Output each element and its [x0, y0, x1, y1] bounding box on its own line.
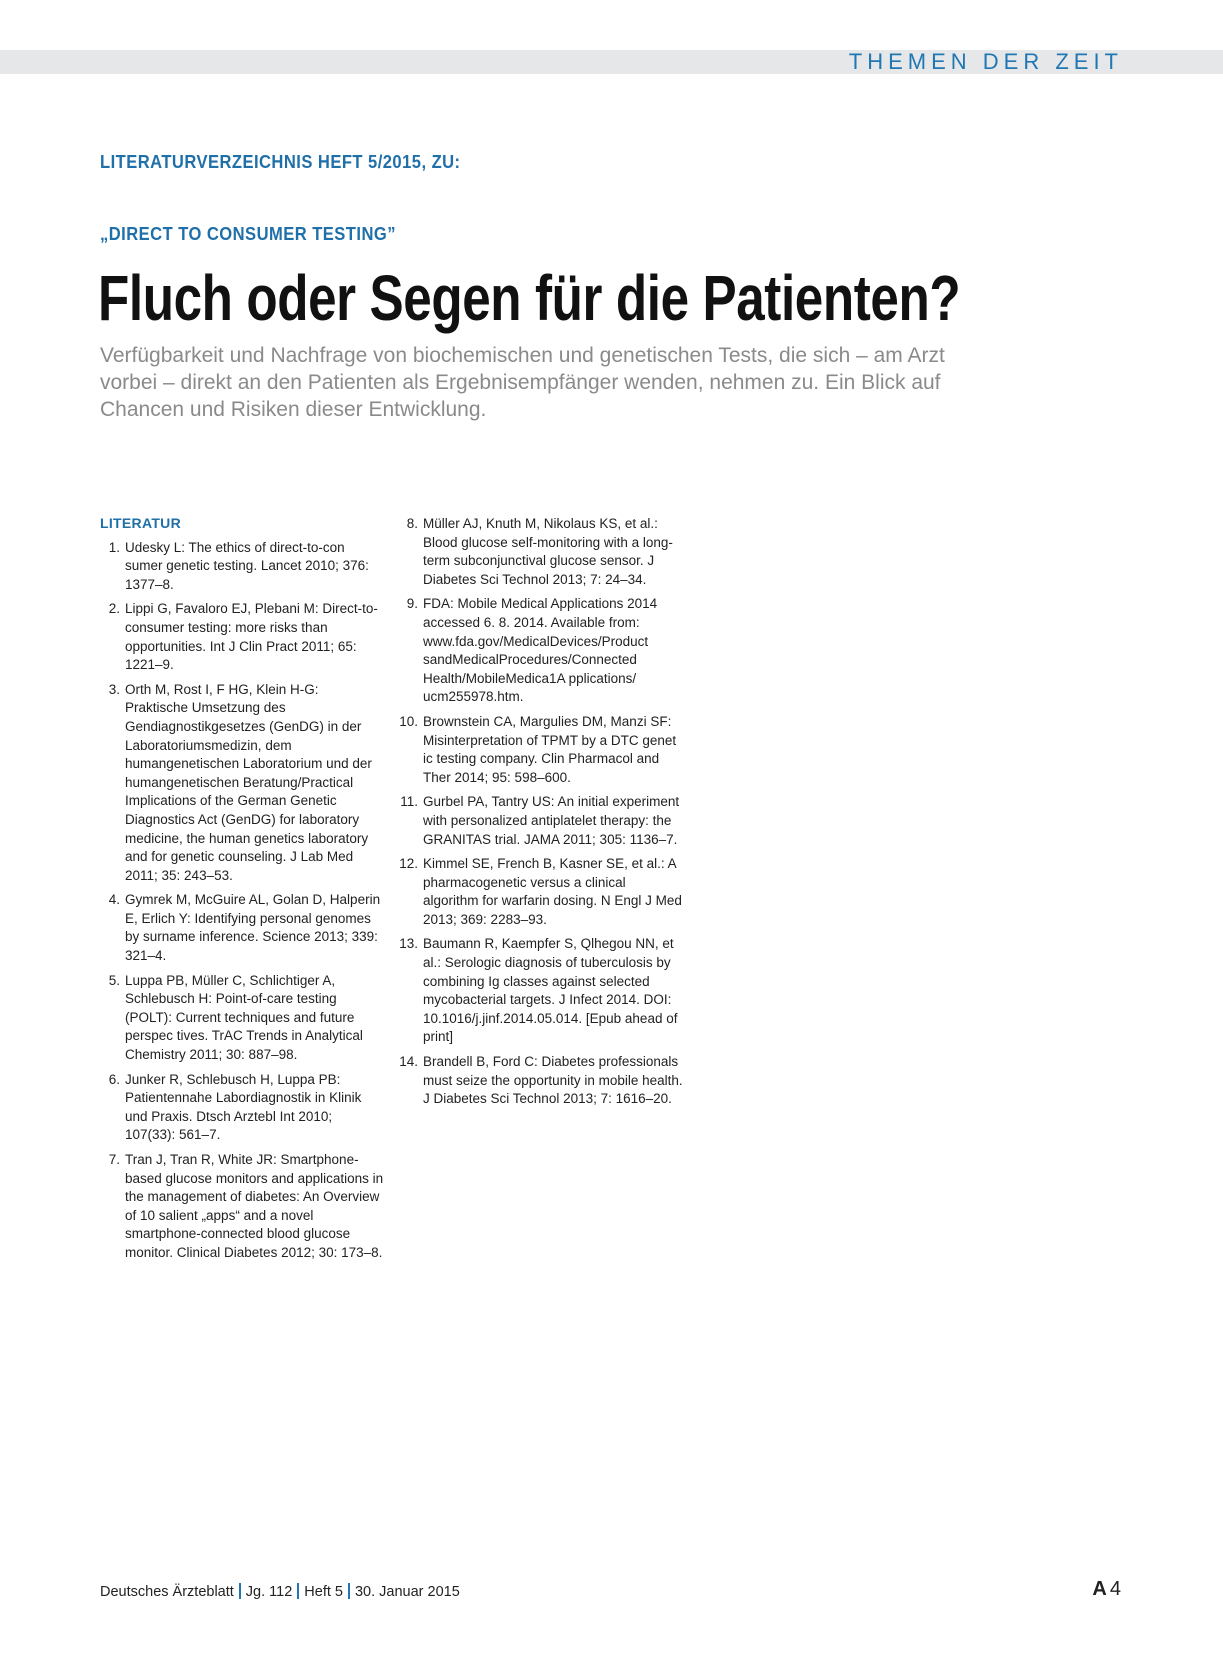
reference-text: Gymrek M, McGuire AL, Golan D, Halperin E, Erlich Y: Identifying personal genomes by surname inference. Science 2013; 339: 321–4.: [125, 892, 381, 964]
reference-text: Brownstein CA, Margulies DM, Manzi SF: Misinterpretation of TPMT by a DTC genet ic testing company. Clin Pharmacol and Ther 2014; 95: 598–600.: [423, 713, 677, 785]
reference-text: Kimmel SE, French B, Kasner SE, et al.: A pharmacogenetic versus a clinical algorithm for warfarin dosing. N Engl J Med 2013; 369: 2283–93.: [423, 856, 682, 927]
reference-item: [398, 1053, 683, 1109]
reference-item: [100, 972, 385, 1065]
reference-number: 12.: [399, 856, 418, 872]
reference-text: Lippi G, Favaloro EJ, Plebani M: Direct-to-consumer testing: more risks than opportunities. Int J Clin Pract 2011; 65: 1221–9.: [125, 601, 378, 673]
kicker: LITERATURVERZEICHNIS HEFT 5/2015, ZU:: [100, 152, 461, 172]
reference-text: Brandell B, Ford C: Diabetes professionals must seize the opportunity in mobile health. J Diabetes Sci Technol 2013; 7: 1616–20.: [423, 1054, 683, 1107]
reference-item: [100, 681, 385, 886]
reference-number: 4.: [108, 892, 120, 908]
reference-item: [398, 793, 683, 849]
reference-item: [100, 1151, 385, 1263]
issue-date: 30. Januar 2015: [354, 1584, 460, 1600]
separator: [297, 1583, 299, 1599]
reference-text: Luppa PB, Müller C, Schlichtiger A, Schlebusch H: Point-of-care testing (POLT): Current techniques and future perspec tives. TrAC Trends in Analytical Chemistry 2011; 30: 887–98.: [125, 972, 363, 1063]
page-number: [1092, 1578, 1121, 1601]
references-column-1: [100, 514, 385, 1269]
reference-text: Udesky L: The ethics of direct-to-con sumer genetic testing. Lancet 2010; 376: 1377–8.: [125, 539, 369, 592]
reference-item: [100, 539, 385, 595]
reference-number: 11.: [400, 794, 418, 810]
reference-item: [398, 855, 683, 929]
reference-number: 9.: [406, 596, 418, 612]
reference-text: Gurbel PA, Tantry US: An initial experiment with personalized antiplatelet therapy: the GRANITAS trial. JAMA 2011; 305: 1136–7.: [423, 794, 680, 847]
reference-item: [100, 891, 385, 965]
reference-item: [398, 713, 683, 787]
separator: [239, 1583, 241, 1599]
issue: Heft 5: [304, 1584, 343, 1600]
reference-number: 7.: [108, 1152, 120, 1167]
section-label: THEMEN DER ZEIT: [848, 49, 1123, 74]
reference-number: 13.: [399, 936, 418, 952]
page-prefix: A: [1092, 1578, 1107, 1600]
volume: Jg. 112: [245, 1584, 293, 1600]
reference-number: 1.: [108, 539, 120, 555]
article-lead: Verfügbarkeit und Nachfrage von biochemischen und genetischen Tests, die sich – am Arzt vorbei – direkt an den Patienten als Ergebnisempfänger wenden, nehmen zu. Ein Blick auf Chancen und Risiken dieser Entwicklung.: [100, 344, 945, 421]
references-column-2: [398, 515, 683, 1115]
reference-item: [100, 600, 385, 674]
reference-number: 3.: [108, 681, 120, 697]
reference-text: Tran J, Tran R, White JR: Smartphone-based glucose monitors and applications in the management of diabetes: An Overview of 10 salient „apps“ and a novel smartphone-connected blood glucose monitor. Clinical Diabetes 2012; 30: 173–8.: [125, 1152, 384, 1260]
page-number-value: 4: [1109, 1578, 1121, 1600]
reference-number: 10.: [399, 713, 418, 729]
separator: [348, 1583, 350, 1599]
reference-item: [398, 595, 683, 707]
reference-text: Orth M, Rost I, F HG, Klein H-G: Praktische Umsetzung des Gendiagnostikgesetzes (GenDG) in der Laboratoriumsmedizin, dem humangenetischen Laboratorium und der humangenetischen Beratung/Practical Implications of the German Genetic Diagnostics Act (GenDG) for laboratory medicine, the human genetics laboratory and for genetic counseling. J Lab Med 2011; 35: 243–53.: [125, 681, 372, 883]
reference-number: 14.: [399, 1054, 418, 1070]
reference-number: 6.: [108, 1071, 120, 1087]
reference-text: Junker R, Schlebusch H, Luppa PB: Patientennahe Labordiagnostik in Klinik und Praxis. Dtsch Arztebl Int 2010; 107(33): 561–7.: [125, 1071, 362, 1143]
reference-number: 8.: [406, 516, 418, 531]
reference-item: [398, 515, 683, 589]
reference-item: [100, 1071, 385, 1145]
reference-text: Baumann R, Kaempfer S, Qlhegou NN, et al.: Serologic diagnosis of tuberculosis by combining Ig classes against selected mycobacterial targets. J Infect 2014. DOI: 10.1016/j.jinf.2014.05.014. [Epub ahead of print]: [423, 936, 678, 1045]
publication-name: Deutsches Ärzteblatt: [100, 1584, 234, 1600]
reference-item: [398, 935, 683, 1047]
article-title: Fluch oder Segen für die Patienten?: [98, 262, 961, 334]
literature-heading: LITERATUR: [100, 515, 181, 531]
footer-citation: [100, 1583, 460, 1600]
reference-number: 5.: [108, 972, 120, 988]
reference-text: Müller AJ, Knuth M, Nikolaus KS, et al.: Blood glucose self-monitoring with a long-term subconjunctival glucose sensor. J Diabetes Sci Technol 2013; 7: 24–34.: [423, 516, 673, 587]
reference-number: 2.: [108, 601, 120, 617]
reference-text: FDA: Mobile Medical Applications 2014 accessed 6. 8. 2014. Available from: www.fda.gov/MedicalDevices/Product sandMedicalProcedures/Connected Health/MobileMedica1A pplications/ ucm255978.htm.: [423, 596, 658, 705]
dachzeile: „DIRECT TO CONSUMER TESTING”: [100, 224, 396, 244]
